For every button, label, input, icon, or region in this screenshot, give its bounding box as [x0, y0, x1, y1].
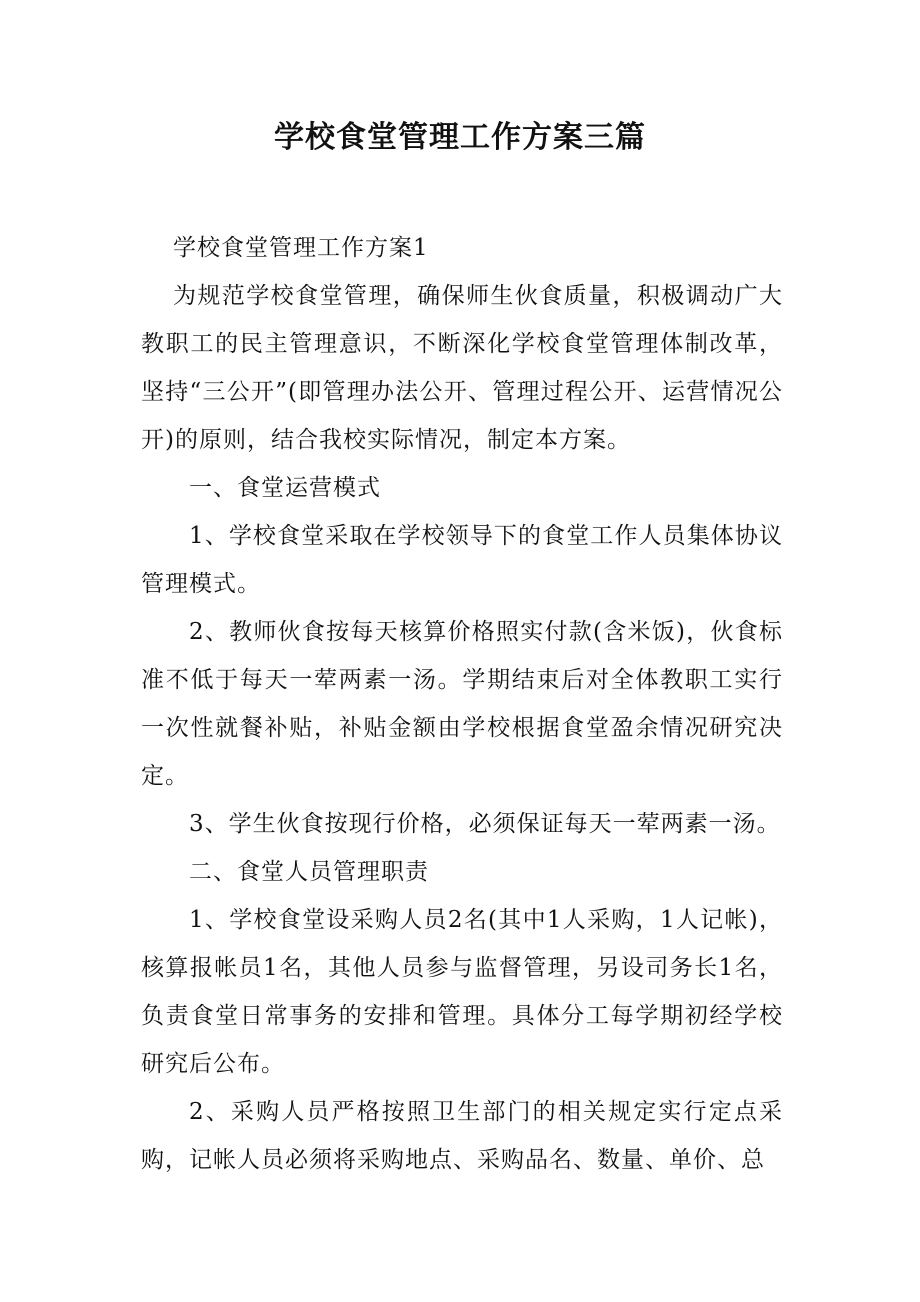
- paragraph: 1、学校食堂采取在学校领导下的食堂工作人员集体协议管理模式。: [141, 523, 783, 597]
- section-heading: 一、食堂运营模式: [189, 475, 381, 501]
- paragraph: 3、学生伙食按现行价格，必须保证每天一荤两素一汤。: [189, 811, 781, 837]
- document-body: [141, 224, 783, 1184]
- paragraph: 为规范学校食堂管理，确保师生伙食质量，积极调动广大教职工的民主管理意识，不断深化学校食堂管理体制改革，坚持“三公开”(即管理办法公开、管理过程公开、运营情况公开)的原则，结合我校实际情况，制定本方案。: [141, 283, 783, 453]
- paragraph: 1、学校食堂设采购人员2名(其中1人采购，1人记帐)，核算报帐员1名，其他人员参与监督管理，另设司务长1名，负责食堂日常事务的安排和管理。具体分工每学期初经学校研究后公布。: [141, 907, 783, 1077]
- paragraph: 2、教师伙食按每天核算价格照实付款(含米饭)，伙食标准不低于每天一荤两素一汤。学期结束后对全体教职工实行一次性就餐补贴，补贴金额由学校根据食堂盈余情况研究决定。: [141, 619, 783, 789]
- document-title: 学校食堂管理工作方案三篇: [274, 120, 646, 155]
- section-heading: 二、食堂人员管理职责: [189, 859, 429, 885]
- paragraph: 2、采购人员严格按照卫生部门的相关规定实行定点采购，记帐人员必须将采购地点、采购品名、数量、单价、总: [141, 1099, 783, 1173]
- section-heading: 学校食堂管理工作方案1: [173, 235, 429, 261]
